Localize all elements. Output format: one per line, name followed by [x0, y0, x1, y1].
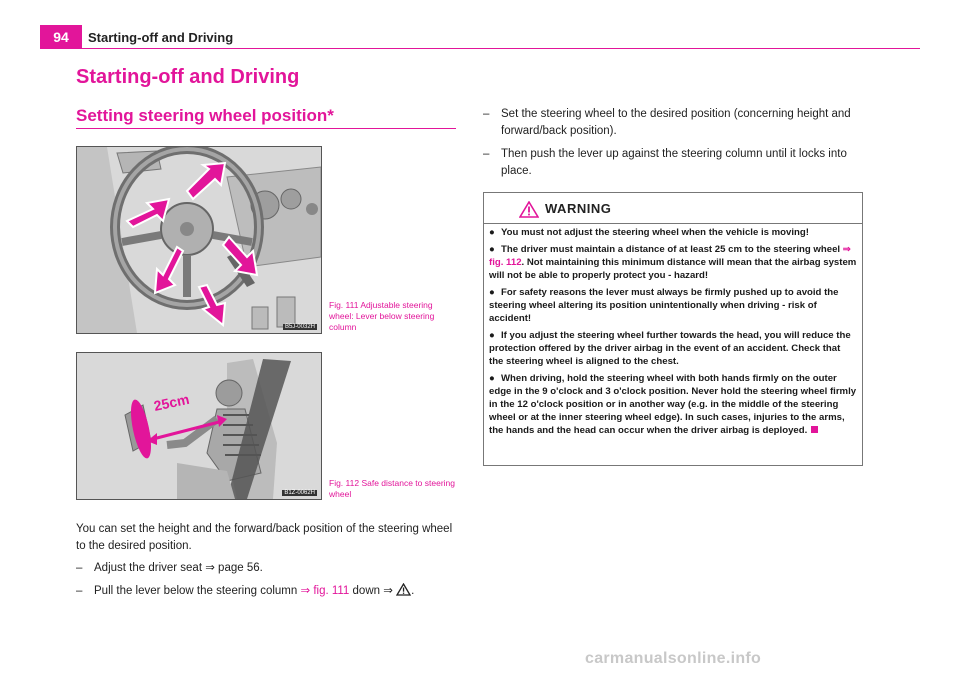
step-text: Pull the lever below the steering column: [94, 585, 301, 597]
running-header: Starting-off and Driving: [88, 30, 234, 45]
warning-header: [484, 193, 862, 223]
bullet-icon: ●: [489, 287, 495, 298]
warning-text: When driving, hold the steering wheel with both hands firmly on the outer edge in the 9 o'clock and 3 o'clock position. Never hold the steering wheel firmly in the 12 o'clock position or in another way (e.g. in the middle of the steering wheel or at the inner steering wheel edge). In such cases, injuries to the arms, the hands and the head can occur when the driver airbag is deployed.: [489, 373, 857, 436]
figure-code: B5J-0032H: [284, 324, 315, 330]
figure-link[interactable]: ⇒ fig. 112: [489, 244, 851, 268]
figure-code: B1Z-0062H: [284, 490, 315, 496]
warning-item: [489, 286, 857, 325]
step-dash: –: [483, 108, 490, 120]
section-title: Setting steering wheel position*: [76, 106, 334, 125]
warning-text: If you adjust the steering wheel further towards the head, you will reduce the protection offered by the driver airbag in the event of an accident. Check that the steering wheel is aligned to the chest.: [489, 330, 851, 367]
step-set-wheel: [483, 106, 863, 140]
watermark: carmanualsonline.info: [585, 650, 762, 667]
bullet-icon: ●: [489, 227, 495, 238]
step-text: Then push the lever up against the steering column until it locks into place.: [501, 148, 847, 177]
step-pull-lever: [76, 583, 456, 600]
step-text: Adjust the driver seat ⇒ page 56.: [94, 562, 263, 574]
header-rule: [40, 48, 920, 49]
steering-wheel-illustration: [77, 147, 321, 333]
warning-item: [489, 372, 857, 437]
warning-text: . Not maintaining this minimum distance will mean that the airbag system will not be able to properly protect you - hazard!: [489, 257, 857, 281]
figure-112-safe-distance: [76, 352, 322, 500]
step-dash: –: [76, 585, 83, 597]
safe-distance-illustration: [77, 353, 321, 499]
warning-item: [489, 329, 857, 368]
warning-item: [489, 243, 857, 282]
warning-text: The driver must maintain a distance of at least 25 cm to the steering wheel: [501, 244, 843, 255]
bullet-icon: ●: [489, 330, 495, 341]
chapter-title: Starting-off and Driving: [76, 66, 300, 88]
bullet-icon: ●: [489, 244, 495, 255]
warning-text: For safety reasons the lever must always be firmly pushed up to avoid the steering wheel altering its position unintentionally when driving - risk of accident!: [489, 287, 839, 324]
warning-triangle-icon: [519, 201, 539, 218]
step-dash: –: [76, 562, 83, 574]
warning-list: [489, 226, 857, 441]
step-dash: –: [483, 148, 490, 160]
figure-111-steering-wheel: [76, 146, 322, 334]
step-text: .: [411, 585, 415, 597]
section-rule: [76, 128, 456, 129]
warning-divider: [484, 223, 862, 224]
figure-112-caption: Fig. 112 Safe distance to steering wheel: [329, 478, 456, 499]
warning-title: WARNING: [545, 201, 612, 216]
figure-link[interactable]: ⇒ fig. 111: [300, 585, 350, 597]
warning-box: [483, 192, 863, 466]
figure-111-caption: Fig. 111 Adjustable steering wheel: Lever below steering column: [329, 300, 435, 332]
warning-text: You must not adjust the steering wheel when the vehicle is moving!: [501, 227, 809, 238]
bullet-icon: ●: [489, 373, 495, 384]
end-square-icon: [811, 426, 818, 433]
step-lock-lever: [483, 146, 863, 180]
warning-triangle-icon[interactable]: [396, 583, 411, 596]
page-number: 94: [40, 25, 82, 49]
step-text: down ⇒: [349, 585, 397, 597]
step-text: Set the steering wheel to the desired position (concerning height and forward/back position).: [501, 108, 851, 137]
step-adjust-seat: [76, 560, 456, 577]
warning-item: [489, 226, 857, 239]
distance-label: 25cm: [152, 390, 191, 414]
intro-paragraph: You can set the height and the forward/back position of the steering wheel to the desired position.: [76, 523, 453, 552]
step-body: [76, 583, 456, 600]
